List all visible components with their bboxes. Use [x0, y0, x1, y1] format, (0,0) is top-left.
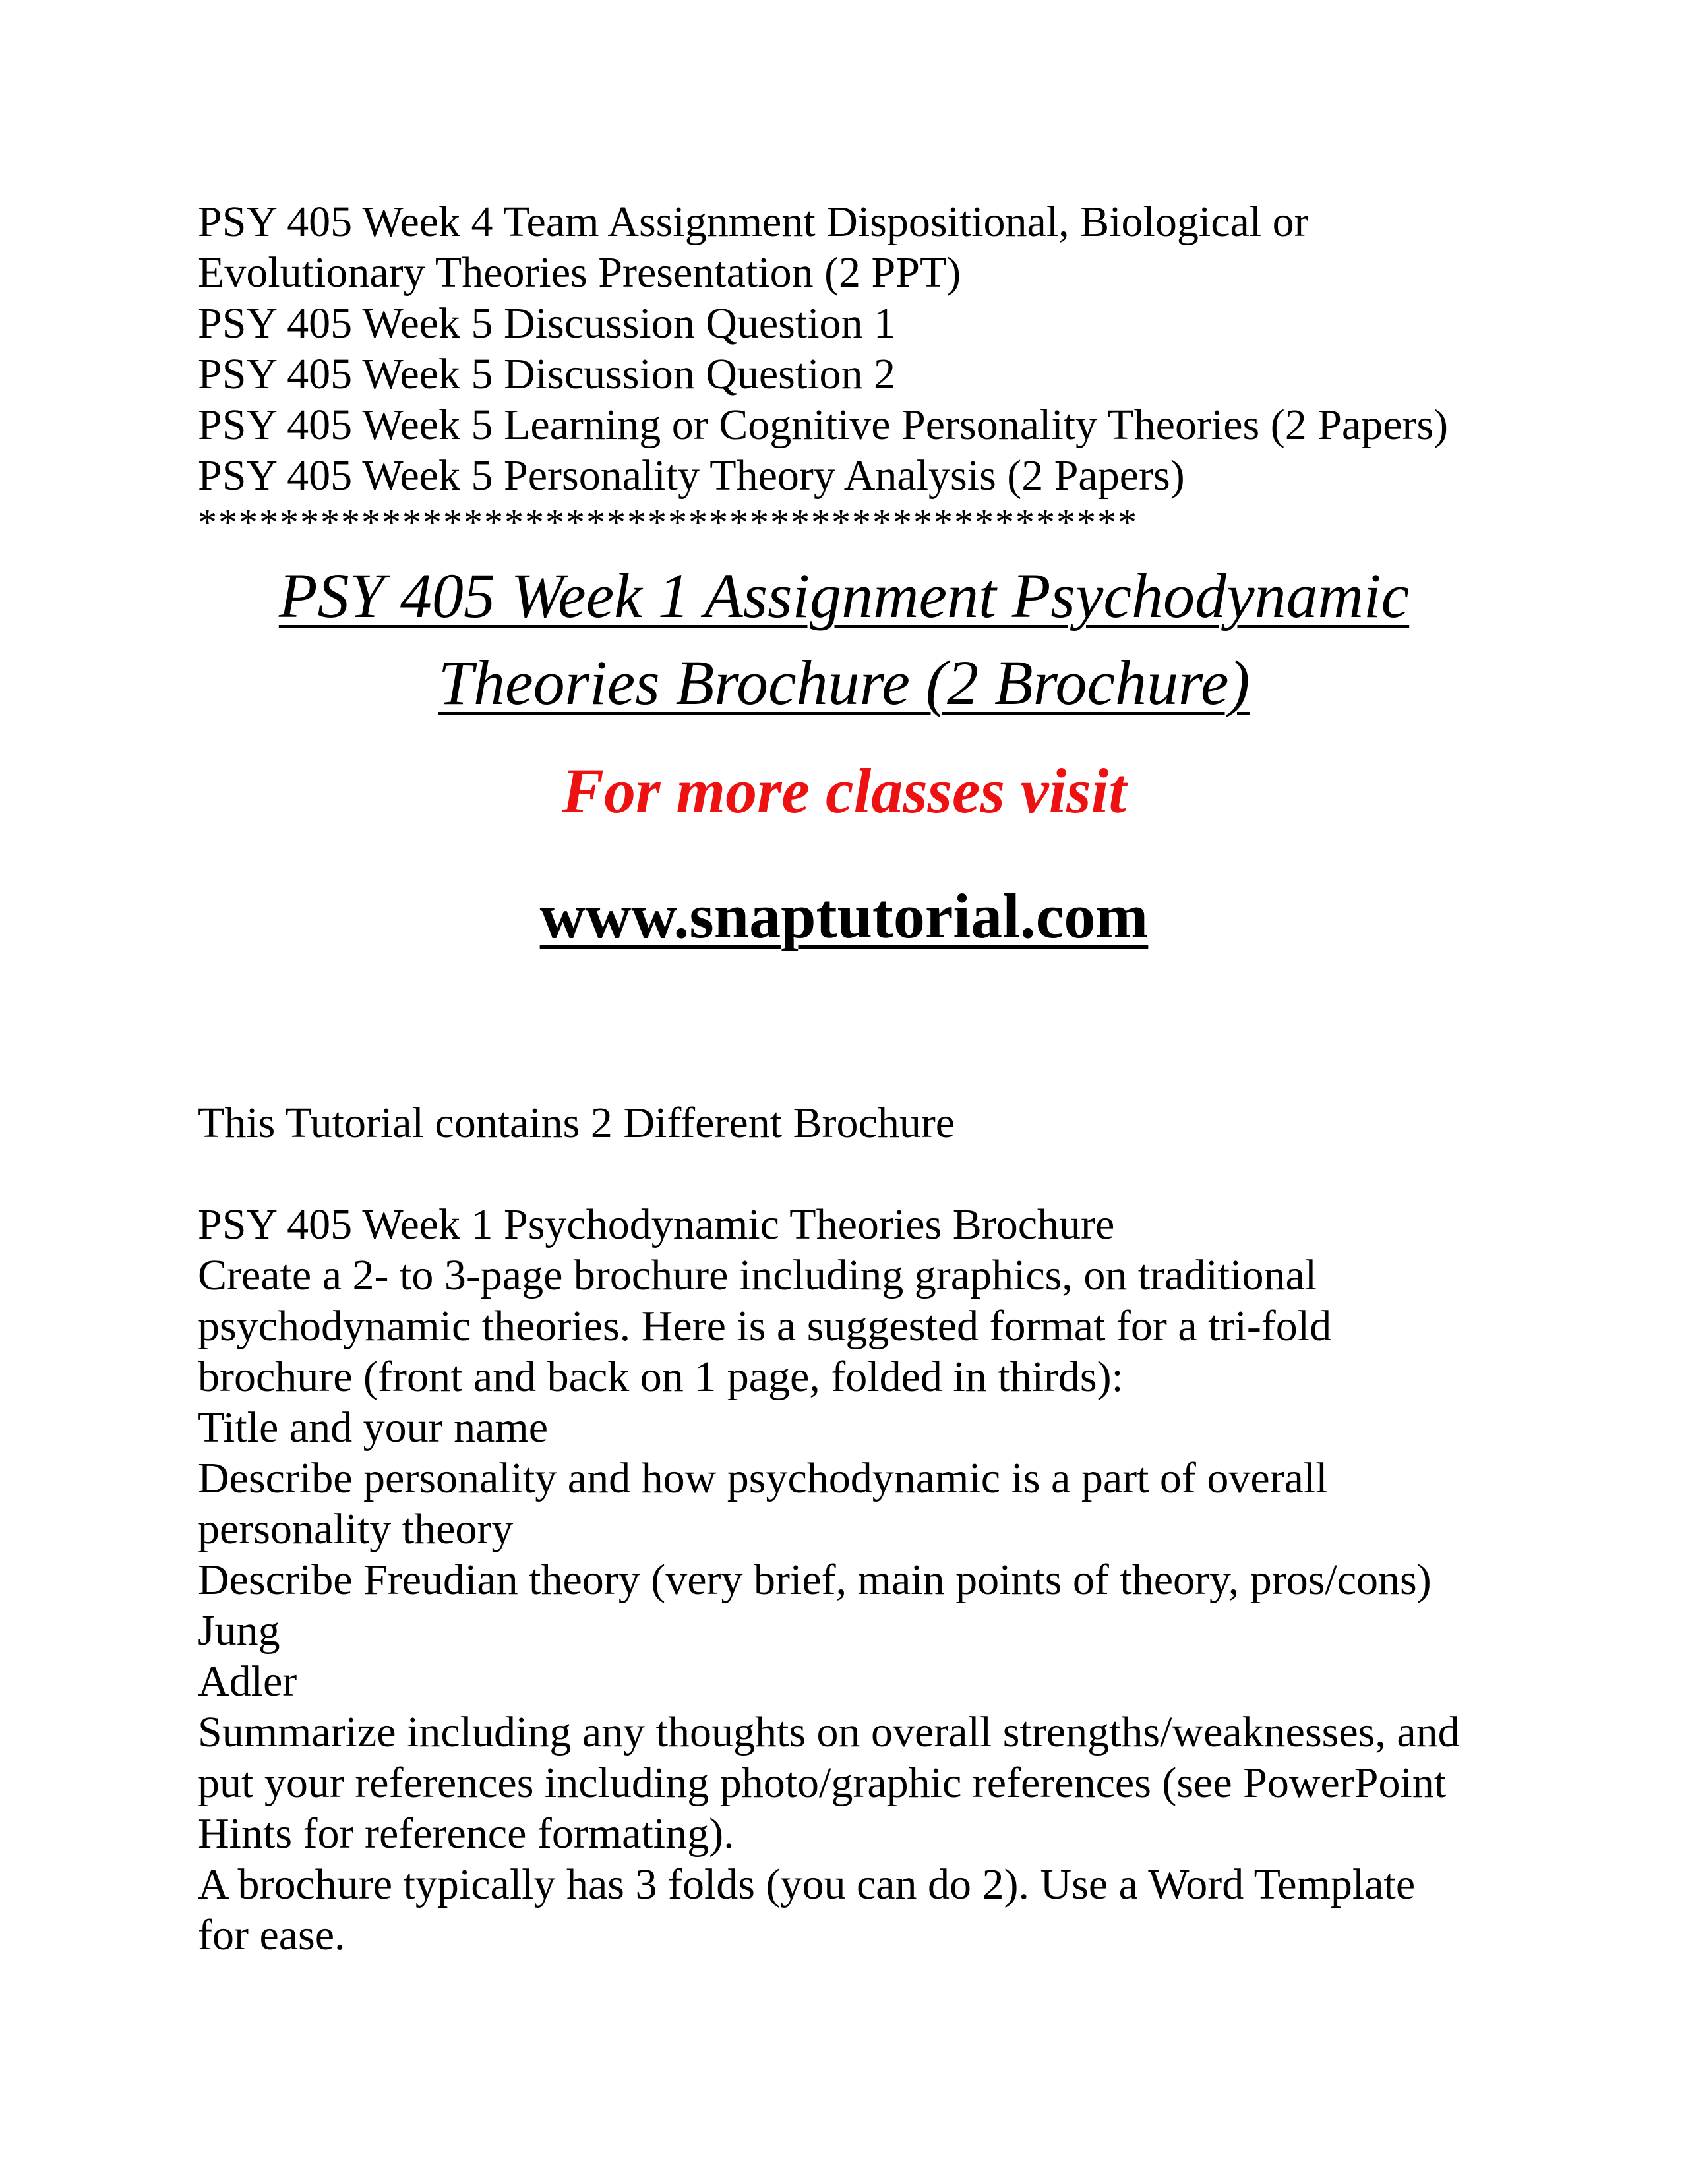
body-line: Create a 2- to 3-page brochure including graphics, on traditional — [198, 1251, 1317, 1299]
body-line: Hints for reference formating). — [198, 1810, 735, 1858]
body-line: put your references including photo/graphic references (see PowerPoint — [198, 1759, 1447, 1807]
course-list-item: PSY 405 Week 5 Discussion Question 1 — [198, 299, 896, 347]
assignment-title — [171, 552, 1517, 726]
body-line: for ease. — [198, 1911, 346, 1959]
body-line: brochure (front and back on 1 page, folded in thirds): — [198, 1353, 1124, 1401]
assignment-title-line-1: PSY 405 Week 1 Assignment Psychodynamic — [278, 560, 1410, 631]
body-line: Describe personality and how psychodynamic is a part of overall — [198, 1454, 1328, 1502]
course-list-item: PSY 405 Week 4 Team Assignment Dispositional, Biological or — [198, 198, 1309, 246]
tutorial-description — [198, 1098, 1517, 1961]
body-line: A brochure typically has 3 folds (you can do 2). Use a Word Template — [198, 1860, 1416, 1908]
intro-line: This Tutorial contains 2 Different Brochure — [198, 1099, 955, 1147]
visit-text: For more classes visit — [562, 755, 1126, 826]
body-line: psychodynamic theories. Here is a suggested format for a tri-fold — [198, 1302, 1332, 1350]
course-list — [198, 196, 1517, 542]
separator-line: ********************************************** — [198, 501, 1138, 544]
course-list-item: PSY 405 Week 5 Discussion Question 2 — [198, 350, 896, 398]
assignment-title-line-2: Theories Brochure (2 Brochure) — [438, 647, 1250, 718]
website-link[interactable]: www.snaptutorial.com — [539, 881, 1149, 951]
body-line: Title and your name — [198, 1403, 548, 1452]
body-line: Summarize including any thoughts on overall strengths/weaknesses, and — [198, 1708, 1460, 1756]
body-line: PSY 405 Week 1 Psychodynamic Theories Brochure — [198, 1200, 1115, 1249]
body-line: Describe Freudian theory (very brief, main points of theory, pros/cons) — [198, 1556, 1432, 1604]
course-list-item: PSY 405 Week 5 Personality Theory Analysis (2 Papers) — [198, 452, 1185, 500]
body-line: Adler — [198, 1657, 297, 1705]
body-line: personality theory — [198, 1505, 514, 1553]
paragraph-gap — [198, 1148, 1517, 1199]
body-line: Jung — [198, 1607, 280, 1655]
course-list-item: Evolutionary Theories Presentation (2 PPT) — [198, 249, 961, 297]
course-list-item: PSY 405 Week 5 Learning or Cognitive Personality Theories (2 Papers) — [198, 401, 1449, 449]
website-link-container — [171, 877, 1517, 956]
